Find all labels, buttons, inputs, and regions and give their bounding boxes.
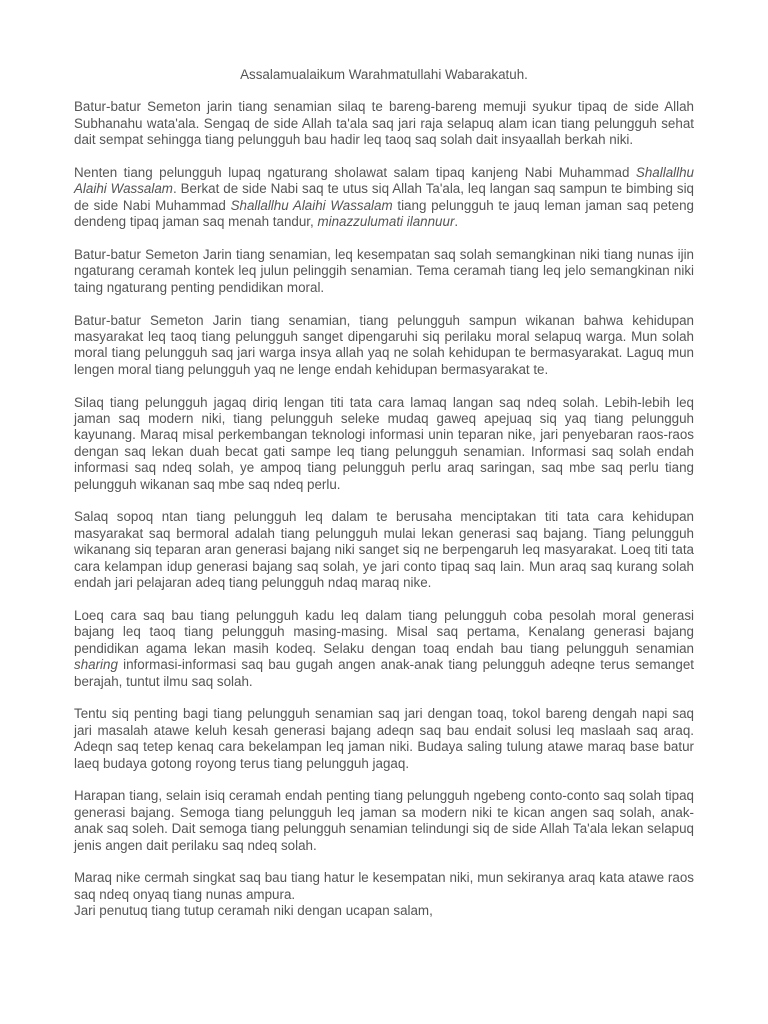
paragraph-2-italic-1: Shallallhu Alaihi Wassalam — [74, 165, 694, 197]
paragraph-2-italic-2: Shallallhu Alaihi Wassalam — [230, 197, 393, 213]
paragraph-7-text-2: informasi-informasi saq bau gugah angen anak-anak tiang pelungguh adeqne terus semanget berajah, tuntut ilmu saq solah. — [74, 657, 694, 689]
paragraph-2-text-4: . — [454, 214, 459, 230]
paragraph-2-italic-3: minazzulumati ilannuur — [317, 214, 455, 230]
paragraph-2-text-2: . Berkat de side Nabi saq te utus siq Allah Ta'ala, leq langan saq sampun te bimbing siq de side Nabi Muhammad — [74, 181, 695, 213]
paragraph-3: Batur-batur Semeton Jarin tiang senamian, leq kesempatan saq solah semangkinan niki tiang nunas ijin ngaturang ceramah kontek leq julun pelinggih senamian. Tema ceramah tiang leq jelo semangkinan niki taing ngaturang penting pendidikan moral. — [74, 247, 694, 295]
paragraph-8: Tentu siq penting bagi tiang pelungguh senamian saq jari dengan toaq, tokol bareng dengah napi saq jari masalah atawe keluh kesah generasi bajang adeqn saq bau endait solusi leq maslaah saq araq. Adeqn saq tetep kenaq cara bekelampan leq jaman niki. Budaya saling tulung atawe maraq base batur laeq budaya gotong royong terus tiang pelungguh jagaq. — [74, 706, 694, 771]
greeting-line: Assalamualaikum Warahmatullahi Wabarakatuh. — [240, 67, 528, 82]
paragraph-1: Batur-batur Semeton jarin tiang senamian silaq te bareng-bareng memuji syukur tipaq de side Allah Subhanahu wata'ala. Sengaq de side Allah ta'ala saq jari raja selapuq alam ican tiang pelungguh sehat dait sempat sehingga tiang pelungguh bau hadir leq taoq saq solah dait insyaallah berkah niki. — [74, 99, 694, 148]
paragraph-4: Batur-batur Semeton Jarin tiang senamian, tiang pelungguh sampun wikanan bahwa kehidupan masyarakat leq taoq tiang pelungguh sanget dipengaruhi siq perilaku moral selapuq warga. Mun solah moral tiang pelungguh saq jari warga insya allah yaq ne solah kehidupan te bermasyarakat. Laguq mun lengen moral tiang pelungguh yaq ne lenge endah kehidupan bermasyarakat te. — [74, 312, 694, 377]
paragraph-7-text-1: Loeq cara saq bau tiang pelungguh kadu leq dalam tiang pelungguh coba pesolah moral generasi bajang leq taoq tiang pelungguh masing-masing. Misal saq pertama, Kenalang generasi bajang pendidikan agama lekan masih kodeq. Selaku dengan toaq endah bau tiang pelungguh senamian — [74, 607, 694, 656]
closing-line: Jari penutuq tiang tutup ceramah niki dengan ucapan salam, — [74, 903, 433, 919]
paragraph-9: Harapan tiang, selain isiq ceramah endah penting tiang pelungguh ngebeng conto-conto saq solah tipaq generasi bajang. Semoga tiang pelungguh leq jaman sa modern niki te kican angen saq solah, anak-anak saq soleh. Dait semoga tiang pelungguh senamian telindungi siq de side Allah Ta'ala lekan selapuq jenis angen dait perilaku saq ndeq solah. — [74, 788, 694, 853]
paragraph-2 — [74, 165, 694, 231]
paragraph-2-text-1: Nenten tiang pelungguh lupaq ngaturang sholawat salam tipaq kanjeng Nabi Muhammad — [74, 165, 636, 181]
paragraph-6: Salaq sopoq ntan tiang pelungguh leq dalam te berusaha menciptakan titi tata cara kehidupan masyarakat saq bermoral adalah tiang pelungguh mulai lekan generasi saq bajang. Tiang pelungguh wikanang siq teparan aran generasi bajang niki sanget siq ne berpengaruh leq masyarakat. Loeq titi tata cara kelampan idup generasi bajang saq solah, ye jari conto tipaq saq lain. Mun araq saq kurang solah endah jari pelajaran adeq tiang pelungguh ndaq maraq nike. — [74, 509, 694, 591]
paragraph-2-text-3: tiang pelungguh te jauq leman jaman saq peteng dendeng tipaq jaman saq menah tandur, — [74, 197, 694, 230]
paragraph-7 — [74, 608, 694, 690]
paragraph-7-italic-1: sharing — [74, 657, 118, 673]
paragraph-5: Silaq tiang pelungguh jagaq diriq lengan titi tata cara lamaq langan saq ndeq solah. Lebih-lebih leq jaman saq modern niki, tiang pelungguh seleke mudaq gaweq apejuaq siq yaq tiang pelungguh kayunang. Maraq misal perkembangan teknologi informasi unin teparan nike, jari penyebaran raos-raos dengan saq lekan duah becat gati sampe leq tiang pelungguh senamian. Informasi saq solah endah informasi saq ndeq solah, ye ampoq tiang pelungguh perlu araq saringan, saq mbe saq perlu tiang pelungguh wikanan saq mbe saq ndeq perlu. — [74, 394, 694, 492]
document-body — [74, 67, 694, 920]
paragraph-10: Maraq nike cermah singkat saq bau tiang hatur le kesempatan niki, mun sekiranya araq kata atawe raos saq ndeq onyaq tiang nunas ampura. — [74, 870, 694, 902]
